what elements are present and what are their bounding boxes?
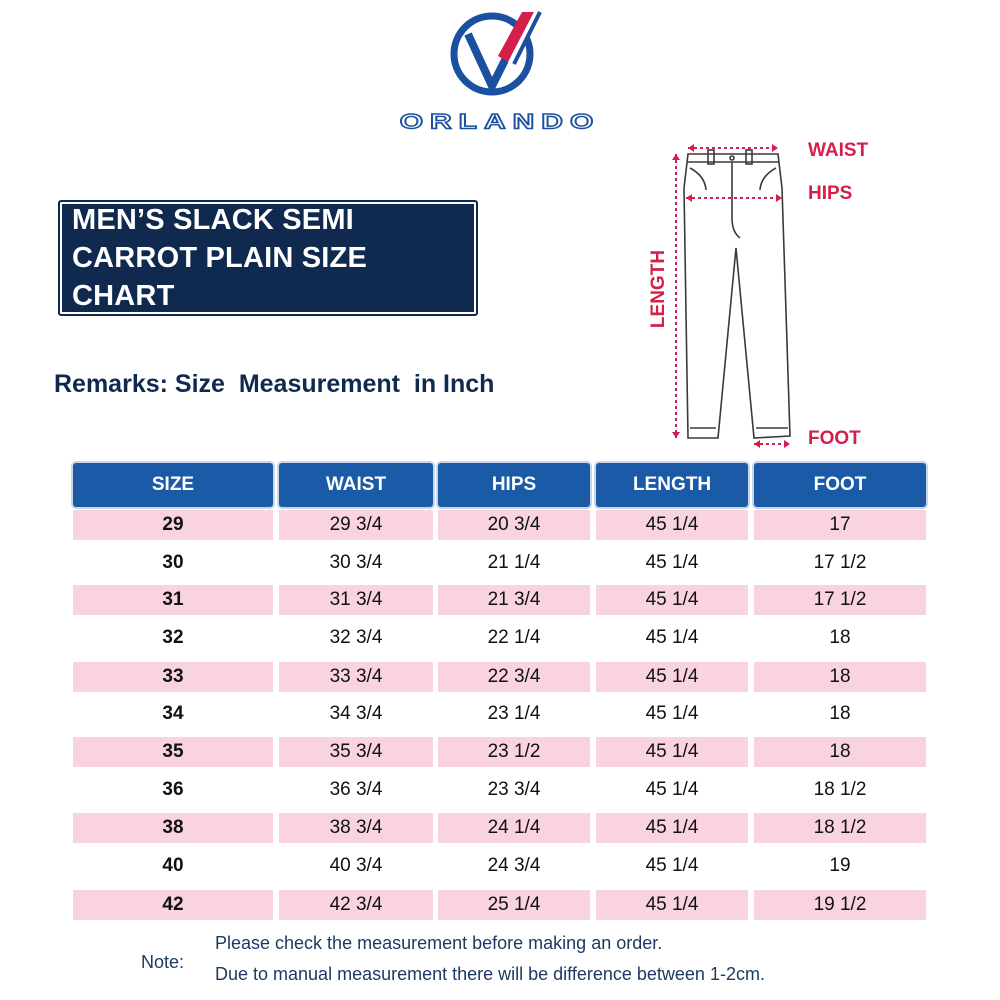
cell-waist: 36 3/4 xyxy=(329,779,383,800)
header-hips: HIPS xyxy=(438,463,590,507)
cell-waist: 31 3/4 xyxy=(279,585,433,615)
foot-label: FOOT xyxy=(808,428,861,449)
cell-waist: 40 3/4 xyxy=(329,855,383,876)
cell-length: 45 1/4 xyxy=(596,813,748,843)
cell-size: 30 xyxy=(162,552,184,573)
cell-hips: 23 1/4 xyxy=(487,703,541,724)
cell-foot: 18 xyxy=(829,703,851,724)
cell-size: 33 xyxy=(73,662,273,692)
brand-name: ORLANDO xyxy=(399,110,601,134)
cell-foot: 18 xyxy=(829,627,851,648)
pants-diagram-icon xyxy=(650,128,880,458)
note-line-1: Please check the measurement before making an order. xyxy=(215,933,663,953)
header-foot: FOOT xyxy=(754,463,926,507)
cell-waist: 33 3/4 xyxy=(279,662,433,692)
cell-size: 34 xyxy=(162,703,184,724)
cell-waist: 42 3/4 xyxy=(279,890,433,920)
hips-label: HIPS xyxy=(808,183,853,204)
cell-foot: 18 xyxy=(754,737,926,767)
title-line-1: MEN’S SLACK SEMI xyxy=(72,204,354,236)
header-waist: WAIST xyxy=(279,463,433,507)
brand-wordmark xyxy=(355,104,645,138)
cell-foot: 18 1/2 xyxy=(813,779,867,800)
cell-waist: 38 3/4 xyxy=(279,813,433,843)
cell-hips: 20 3/4 xyxy=(438,510,590,540)
cell-hips: 23 3/4 xyxy=(487,779,541,800)
cell-size: 36 xyxy=(162,779,184,800)
cell-hips: 22 1/4 xyxy=(487,627,541,648)
length-label: LENGTH xyxy=(648,249,669,329)
cell-hips: 21 1/4 xyxy=(487,552,541,573)
cell-size: 42 xyxy=(73,890,273,920)
header-size: SIZE xyxy=(73,463,273,507)
cell-foot: 18 xyxy=(754,662,926,692)
cell-hips: 23 1/2 xyxy=(438,737,590,767)
cell-size: 32 xyxy=(162,627,184,648)
cell-length: 45 1/4 xyxy=(645,703,699,724)
title-box xyxy=(58,200,478,316)
cell-size: 31 xyxy=(73,585,273,615)
cell-foot: 19 1/2 xyxy=(754,890,926,920)
cell-hips: 24 1/4 xyxy=(438,813,590,843)
title-line-2: CARROT PLAIN SIZE CHART xyxy=(72,242,368,312)
cell-length: 45 1/4 xyxy=(596,737,748,767)
cell-length: 45 1/4 xyxy=(645,855,699,876)
cell-waist: 34 3/4 xyxy=(329,703,383,724)
cell-length: 45 1/4 xyxy=(645,779,699,800)
cell-foot: 17 1/2 xyxy=(754,585,926,615)
cell-size: 35 xyxy=(73,737,273,767)
cell-hips: 21 3/4 xyxy=(438,585,590,615)
cell-length: 45 1/4 xyxy=(645,552,699,573)
cell-size: 40 xyxy=(162,855,184,876)
cell-length: 45 1/4 xyxy=(645,627,699,648)
cell-foot: 19 xyxy=(829,855,851,876)
cell-length: 45 1/4 xyxy=(596,585,748,615)
cell-waist: 30 3/4 xyxy=(329,552,383,573)
cell-waist: 32 3/4 xyxy=(329,627,383,648)
waist-label: WAIST xyxy=(808,140,869,161)
cell-size: 38 xyxy=(73,813,273,843)
cell-length: 45 1/4 xyxy=(596,890,748,920)
header-length: LENGTH xyxy=(596,463,748,507)
remarks-text: Remarks: Size Measurement in Inch xyxy=(54,370,495,398)
cell-size: 29 xyxy=(73,510,273,540)
cell-waist: 35 3/4 xyxy=(279,737,433,767)
cell-foot: 18 1/2 xyxy=(754,813,926,843)
cell-hips: 24 3/4 xyxy=(487,855,541,876)
cell-length: 45 1/4 xyxy=(596,662,748,692)
note-label: Note: xyxy=(141,952,185,972)
note-line-2: Due to manual measurement there will be difference between 1-2cm. xyxy=(215,964,765,984)
cell-hips: 22 3/4 xyxy=(438,662,590,692)
cell-hips: 25 1/4 xyxy=(438,890,590,920)
brand-logo-icon xyxy=(448,6,542,96)
cell-waist: 29 3/4 xyxy=(279,510,433,540)
cell-foot: 17 1/2 xyxy=(813,552,867,573)
cell-foot: 17 xyxy=(754,510,926,540)
cell-length: 45 1/4 xyxy=(596,510,748,540)
